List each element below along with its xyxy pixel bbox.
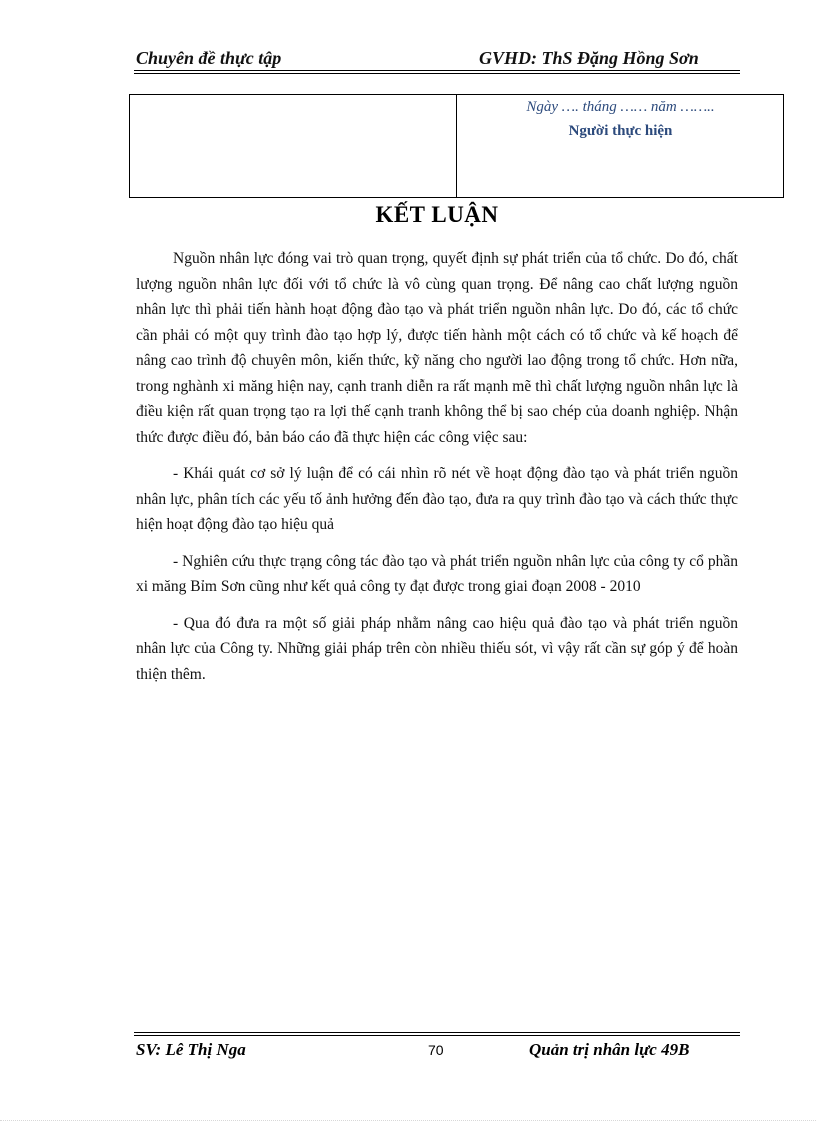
signature-date-line: Ngày …. tháng …… năm …….. bbox=[526, 99, 715, 115]
body-text bbox=[136, 246, 738, 698]
signature-box-divider bbox=[456, 95, 457, 197]
header-rule-thin bbox=[134, 73, 740, 74]
footer-rule bbox=[134, 1035, 740, 1036]
paragraph-item-1: - Khái quát cơ sở lý luận để có cái nhìn rõ nét về hoạt động đào tạo và phát triển nguồn nhân lực, phân tích các yếu tố ảnh hưởng đến đào tạo, đưa ra quy trình đào tạo và cách thức thực hiện hoạt động đào tạo hiệu quả bbox=[136, 465, 738, 533]
section-title: KẾT LUẬN bbox=[375, 202, 499, 227]
header-rule bbox=[134, 70, 740, 71]
header-advisor: GVHD: ThS Đặng Hồng Sơn bbox=[479, 48, 699, 68]
paragraph-intro: Nguồn nhân lực đóng vai trò quan trọng, quyết định sự phát triển của tổ chức. Do đó, chất lượng nguồn nhân lực đối với tổ chức là vô cùng quan trọng. Để nâng cao chất lượng nguồn nhân lực thì phải tiến hành hoạt động đào tạo và phát triển nguồn nhân lực. Do đó, các tổ chức cần phải có một quy trình đào tạo hợp lý, được tiến hành một cách có tổ chức và kế hoạch để nâng cao trình độ chuyên môn, kiến thức, kỹ năng cho người lao động trong tổ chức. Hơn nữa, trong nghành xi măng hiện nay, cạnh tranh diễn ra rất mạnh mẽ thì chất lượng nguồn nhân lực là điều kiện rất quan trọng tạo ra lợi thế cạnh tranh không thể bị sao chép của doanh nghiệp. Nhận thức được điều đó, bản báo cáo đã thực hiện các công việc sau: bbox=[136, 250, 738, 446]
footer-class: Quản trị nhân lực 49B bbox=[529, 1040, 690, 1059]
page-header bbox=[134, 46, 740, 70]
header-topic: Chuyên đề thực tập bbox=[136, 48, 282, 68]
footer-rule-thin bbox=[134, 1032, 740, 1033]
signature-signer-label: Người thực hiện bbox=[568, 123, 673, 139]
signature-box bbox=[129, 94, 784, 198]
page-number: 70 bbox=[428, 1042, 444, 1058]
page-edge bbox=[0, 1120, 816, 1121]
footer-student: SV: Lê Thị Nga bbox=[136, 1040, 246, 1059]
paragraph-item-3: - Qua đó đưa ra một số giải pháp nhằm nâng cao hiệu quả đào tạo và phát triển nguồn nhân lực của Công ty. Những giải pháp trên còn nhiều thiếu sót, vì vậy rất cần sự góp ý để hoàn thiện thêm. bbox=[136, 614, 738, 683]
page-footer bbox=[134, 1040, 740, 1064]
paragraph-item-2: - Nghiên cứu thực trạng công tác đào tạo và phát triển nguồn nhân lực của công ty cổ phần xi măng Bỉm Sơn cũng như kết quả công ty đạt được trong giai đoạn 2008 - 2010 bbox=[136, 552, 738, 595]
